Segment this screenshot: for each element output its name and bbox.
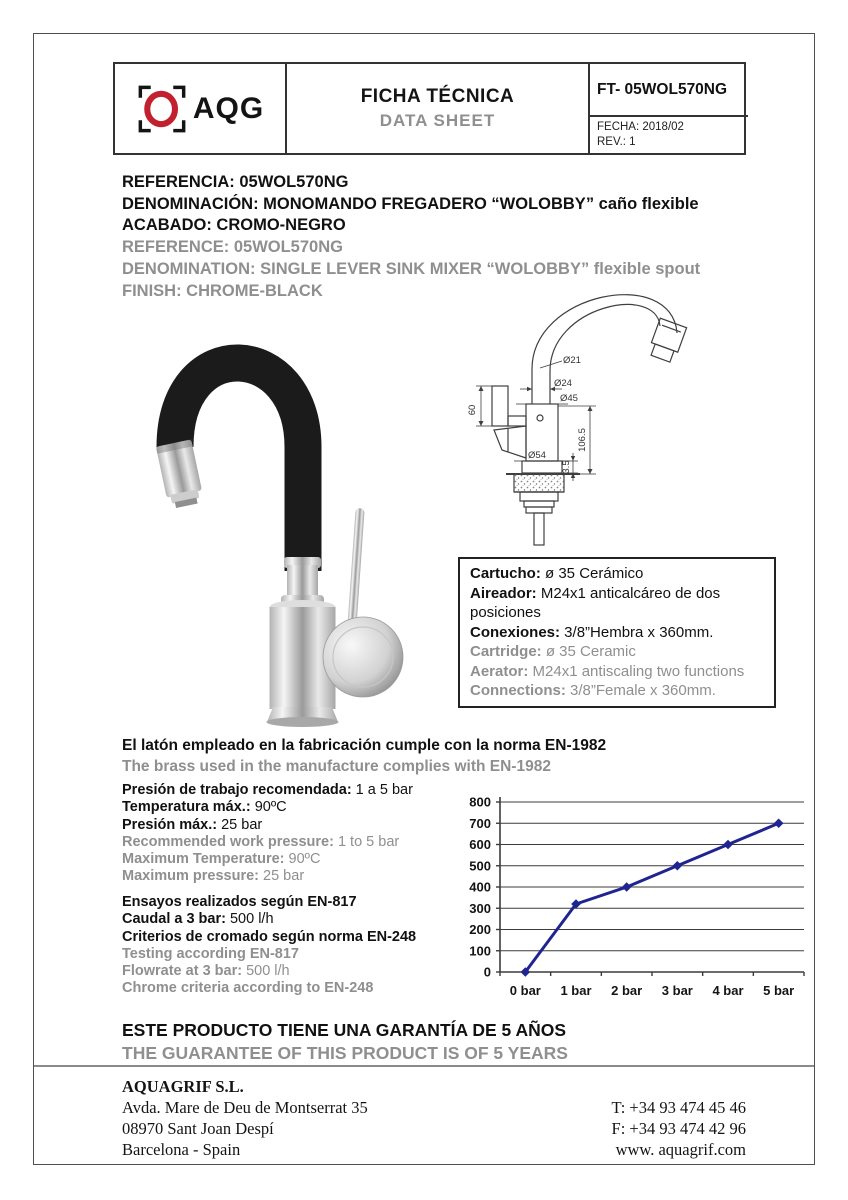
- svg-text:500: 500: [469, 858, 491, 874]
- spec-label: Connections:: [470, 682, 566, 699]
- test-row: Chrome criteria according to EN-248: [122, 980, 374, 997]
- address-line: Barcelona - Spain: [122, 1140, 241, 1159]
- footer: [122, 1076, 746, 1160]
- pressure-block: [122, 782, 413, 886]
- cartridge-cap: [323, 617, 403, 697]
- base-ellipse: [267, 717, 339, 727]
- svg-text:400: 400: [469, 879, 491, 895]
- dim-deck-thickness: 3.5: [561, 460, 572, 474]
- svg-text:0: 0: [483, 964, 491, 980]
- aqg-viewfinder-ring-icon: [136, 83, 188, 135]
- brass-norm-en: The brass used in the manufacture complies with EN-1982: [122, 758, 551, 775]
- product-photo: [135, 295, 450, 735]
- spec-value: M24x1 antiscaling two functions: [528, 662, 745, 680]
- pressure-row: Presión de trabajo recomendada: 1 a 5 bar: [122, 782, 413, 798]
- dim-body-diameter: Ø45: [560, 393, 578, 404]
- warranty-block: [122, 1019, 568, 1065]
- dim-neck-diameter: Ø24: [554, 378, 572, 389]
- svg-text:5 bar: 5 bar: [763, 983, 795, 998]
- svg-text:3 bar: 3 bar: [661, 983, 693, 998]
- footer-divider: [34, 1065, 814, 1067]
- logo-cell: [115, 64, 287, 153]
- dim-handle-height: 60: [467, 404, 478, 416]
- reference-en: REFERENCE: 05WOL570NG: [122, 238, 343, 257]
- finish-en: FINISH: CHROME-BLACK: [122, 281, 323, 300]
- spec-value: M24x1 anticalcáreo de dos posiciones: [470, 584, 721, 621]
- svg-text:0 bar: 0 bar: [509, 983, 541, 998]
- spec-value: ø 35 Cerámico: [540, 565, 644, 582]
- finish-es: ACABADO: CROMO-NEGRO: [122, 216, 346, 235]
- spec-value: 3/8”Hembra x 360mm.: [560, 623, 714, 641]
- pressure-row: Recommended work pressure: 1 to 5 bar: [122, 833, 400, 850]
- website-url: www. aquagrif.com: [615, 1140, 746, 1159]
- pressure-row: Temperatura máx.: 90ºC: [122, 799, 287, 816]
- brass-norm-es: El latón empleado en la fabricación cumple con la norma EN-1982: [122, 737, 607, 754]
- doc-date: FECHA: 2018/02: [597, 121, 684, 133]
- title-cell: [287, 64, 590, 153]
- test-row: Testing according EN-817: [122, 945, 299, 962]
- flowrate-chart: [450, 790, 812, 1010]
- doc-title-en: DATA SHEET: [379, 110, 496, 130]
- spec-label: Cartridge:: [470, 643, 542, 660]
- reference-es: REFERENCIA: 05WOL570NG: [122, 173, 349, 191]
- spec-label: Aerator:: [470, 662, 529, 680]
- address-line: 08970 Sant Joan Despí: [122, 1119, 274, 1138]
- svg-text:1 bar: 1 bar: [560, 983, 592, 998]
- svg-text:200: 200: [469, 922, 491, 937]
- header-table: [113, 62, 746, 155]
- fax-number: F: +34 93 474 42 96: [611, 1119, 746, 1138]
- svg-text:600: 600: [469, 837, 491, 852]
- svg-text:700: 700: [469, 815, 491, 831]
- brass-norm: [122, 735, 606, 777]
- doc-code: FT- 05WOL570NG: [590, 64, 748, 117]
- tests-block: [122, 894, 416, 998]
- spec-label: Conexiones:: [470, 623, 561, 641]
- company-name: AQUAGRIF S.L.: [122, 1077, 244, 1096]
- denomination-es: DENOMINACIÓN: MONOMANDO FREGADERO “WOLOBBY” caño flexible: [122, 194, 699, 213]
- technical-drawing: [466, 276, 766, 556]
- spec-value: 3/8”Female x 360mm.: [565, 682, 716, 699]
- svg-text:2 bar: 2 bar: [611, 983, 643, 998]
- spout-tip: [156, 439, 205, 509]
- test-row: Caudal a 3 bar: 500 l/h: [122, 911, 274, 928]
- test-row: Ensayos realizados según EN-817: [122, 894, 357, 910]
- doc-revision: REV.: 1: [597, 136, 636, 148]
- test-row: Criterios de cromado según norma EN-248: [122, 928, 417, 945]
- doc-title-es: FICHA TÉCNICA: [360, 85, 515, 107]
- pressure-row: Maximum pressure: 25 bar: [122, 868, 305, 885]
- spec-label: Aireador:: [470, 584, 537, 602]
- svg-text:100: 100: [469, 943, 491, 959]
- phone-number: T: +34 93 474 45 46: [611, 1098, 746, 1117]
- denomination-en: DENOMINATION: SINGLE LEVER SINK MIXER “WOLOBBY” flexible spout: [122, 259, 701, 278]
- svg-text:300: 300: [469, 900, 491, 916]
- handle-lever: [347, 508, 364, 626]
- warranty-en: THE GUARANTEE OF THIS PRODUCT IS OF 5 YEARS: [122, 1043, 568, 1063]
- code-cell: [590, 64, 748, 153]
- test-row: Flowrate at 3 bar: 500 l/h: [122, 963, 290, 980]
- dim-total-height: 106.5: [577, 428, 588, 452]
- svg-text:800: 800: [469, 794, 491, 810]
- pressure-row: Maximum Temperature: 90ºC: [122, 851, 321, 868]
- address-line: Avda. Mare de Deu de Montserrat 35: [122, 1098, 368, 1117]
- spec-box: [458, 557, 776, 708]
- dim-spout-diameter: Ø21: [563, 355, 581, 366]
- pressure-row: Presión máx.: 25 bar: [122, 816, 263, 833]
- svg-text:4 bar: 4 bar: [712, 983, 744, 998]
- logo-text: AQG: [192, 91, 265, 125]
- spec-label: Cartucho:: [470, 565, 541, 582]
- spec-value: ø 35 Ceramic: [541, 643, 636, 660]
- dim-base-diameter: Ø54: [528, 450, 546, 461]
- warranty-es: ESTE PRODUCTO TIENE UNA GARANTÍA DE 5 AÑOS: [122, 1020, 567, 1040]
